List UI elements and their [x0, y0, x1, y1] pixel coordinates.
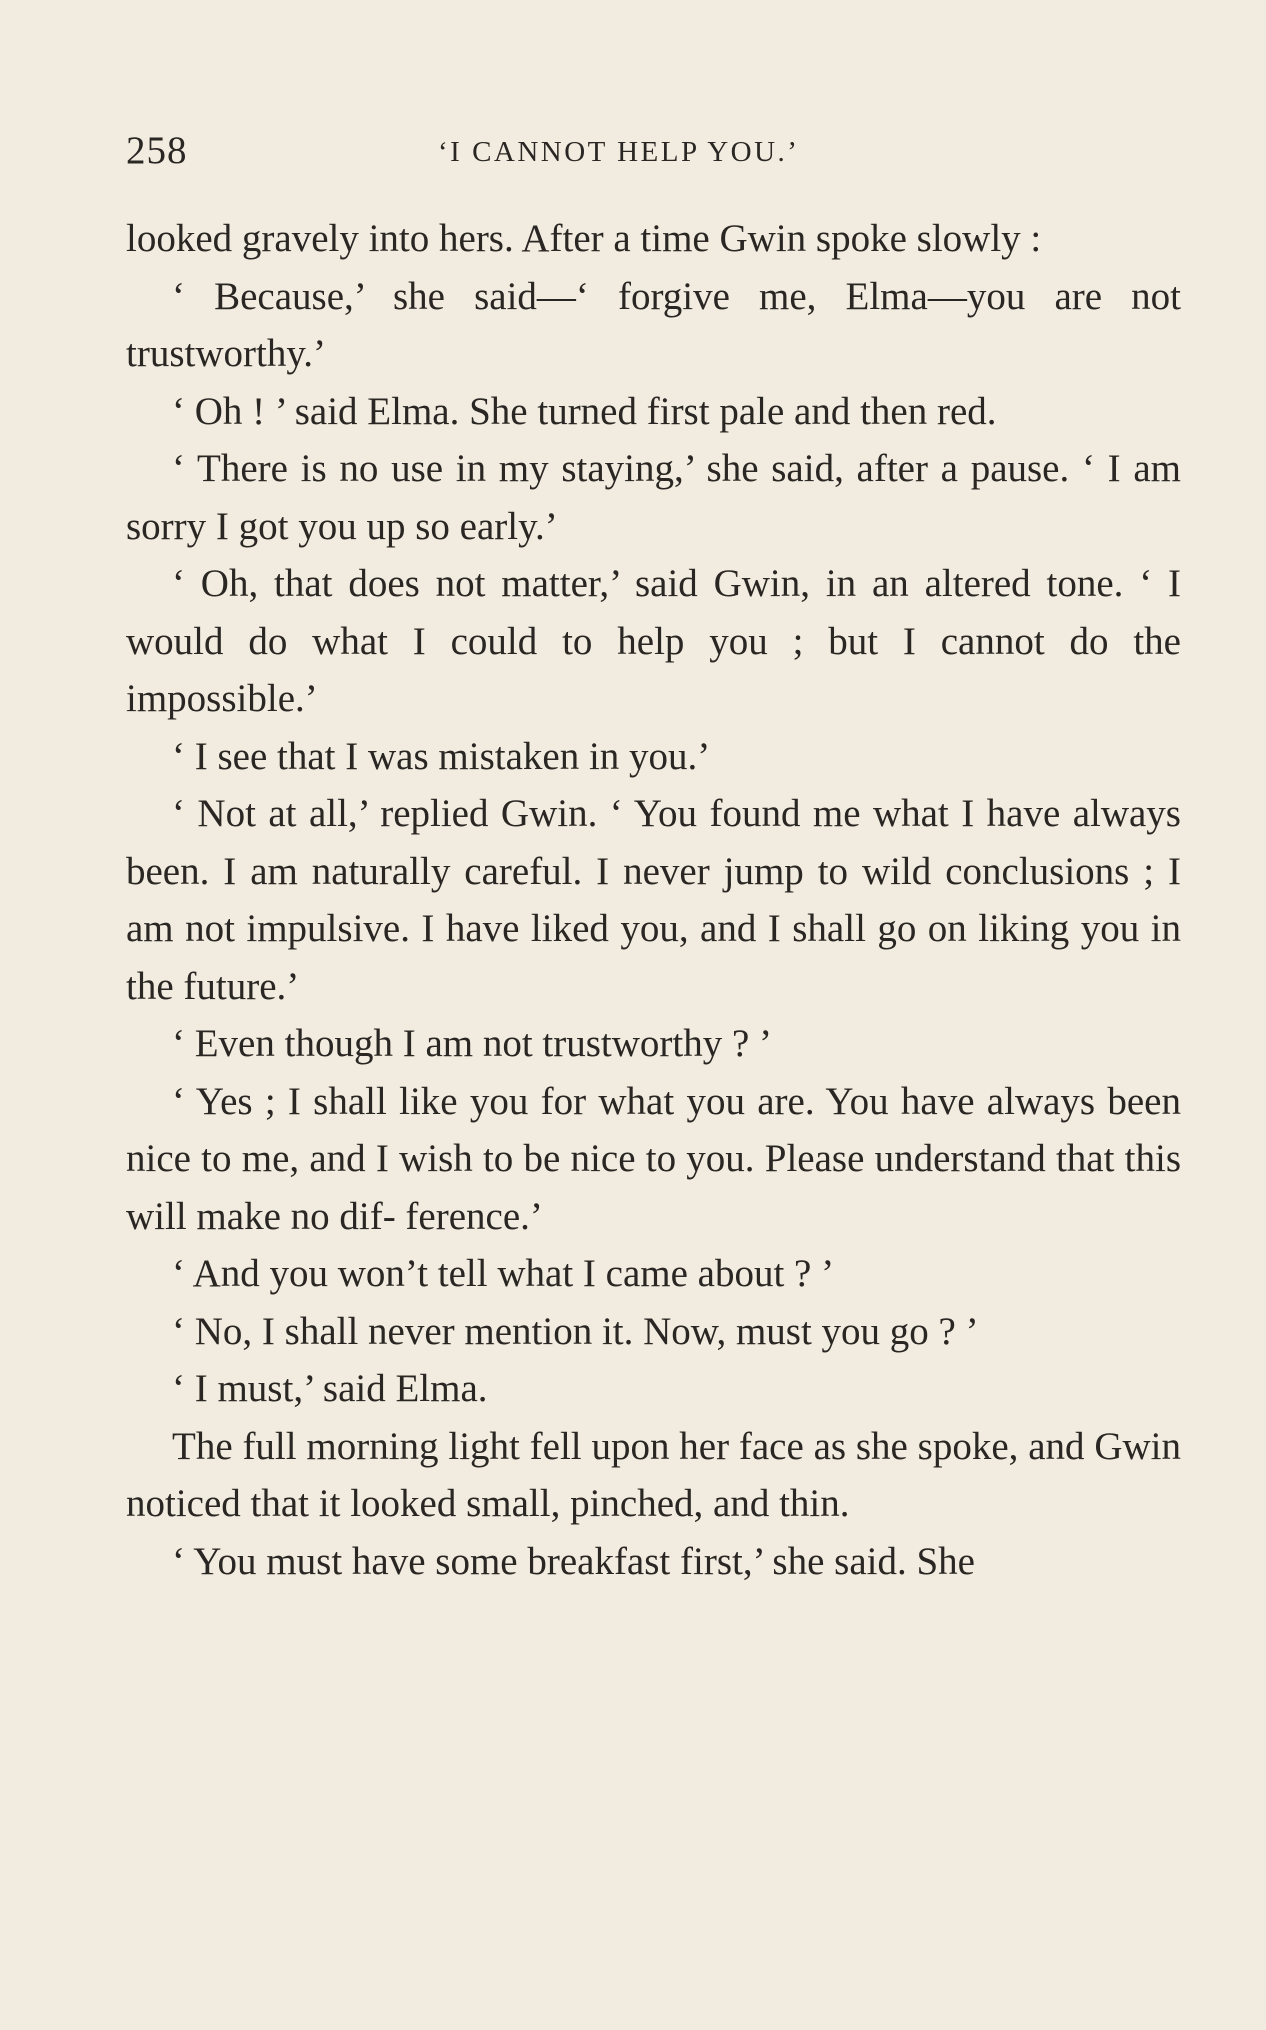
paragraph: ‘ No, I shall never mention it. Now, must you go ? ’: [172, 1309, 979, 1353]
paragraph: ‘ And you won’t tell what I came about ? ’: [172, 1252, 835, 1295]
paragraph: ‘ You must have some breakfast first,’ she said. She: [172, 1539, 975, 1583]
body-text: [126, 210, 1181, 1590]
paragraph: looked gravely into hers. After a time Gwin spoke slowly :: [126, 217, 1042, 260]
paragraph: ‘ Oh, that does not matter,’ said Gwin, in an altered tone. ‘ I would do what I could to help you ; but I cannot do the impossible.’: [126, 562, 1181, 720]
paragraph: ‘ Oh ! ’ said Elma. She turned first pale and then red.: [172, 389, 997, 433]
paragraph: ‘ I must,’ said Elma.: [172, 1367, 488, 1410]
paragraph: The full morning light fell upon her face as she spoke, and Gwin noticed that it looked small, pinched, and thin.: [126, 1424, 1181, 1525]
page-number: 258: [126, 129, 188, 172]
paragraph: ‘ I see that I was mistaken in you.’: [172, 734, 711, 778]
paragraph: ‘ Even though I am not trustworthy ? ’: [172, 1022, 773, 1065]
paragraph: ‘ Because,’ she said—‘ forgive me, Elma—you are not trustworthy.’: [126, 274, 1181, 375]
paragraph: ‘ There is no use in my staying,’ she said, after a pause. ‘ I am sorry I got you up so early.’: [126, 447, 1181, 548]
page-header: [126, 128, 1181, 178]
running-head: ‘I CANNOT HELP YOU.’: [438, 136, 800, 168]
paragraph: ‘ Yes ; I shall like you for what you are. You have always been nice to me, and I wish to be nice to you. Please understand that this will make no dif- ference.’: [126, 1079, 1181, 1238]
paragraph: ‘ Not at all,’ replied Gwin. ‘ You found me what I have always been. I am naturally careful. I never jump to wild conclusions ; I am not impulsive. I have liked you, and I shall go on liking you in the future.’: [126, 792, 1181, 1008]
